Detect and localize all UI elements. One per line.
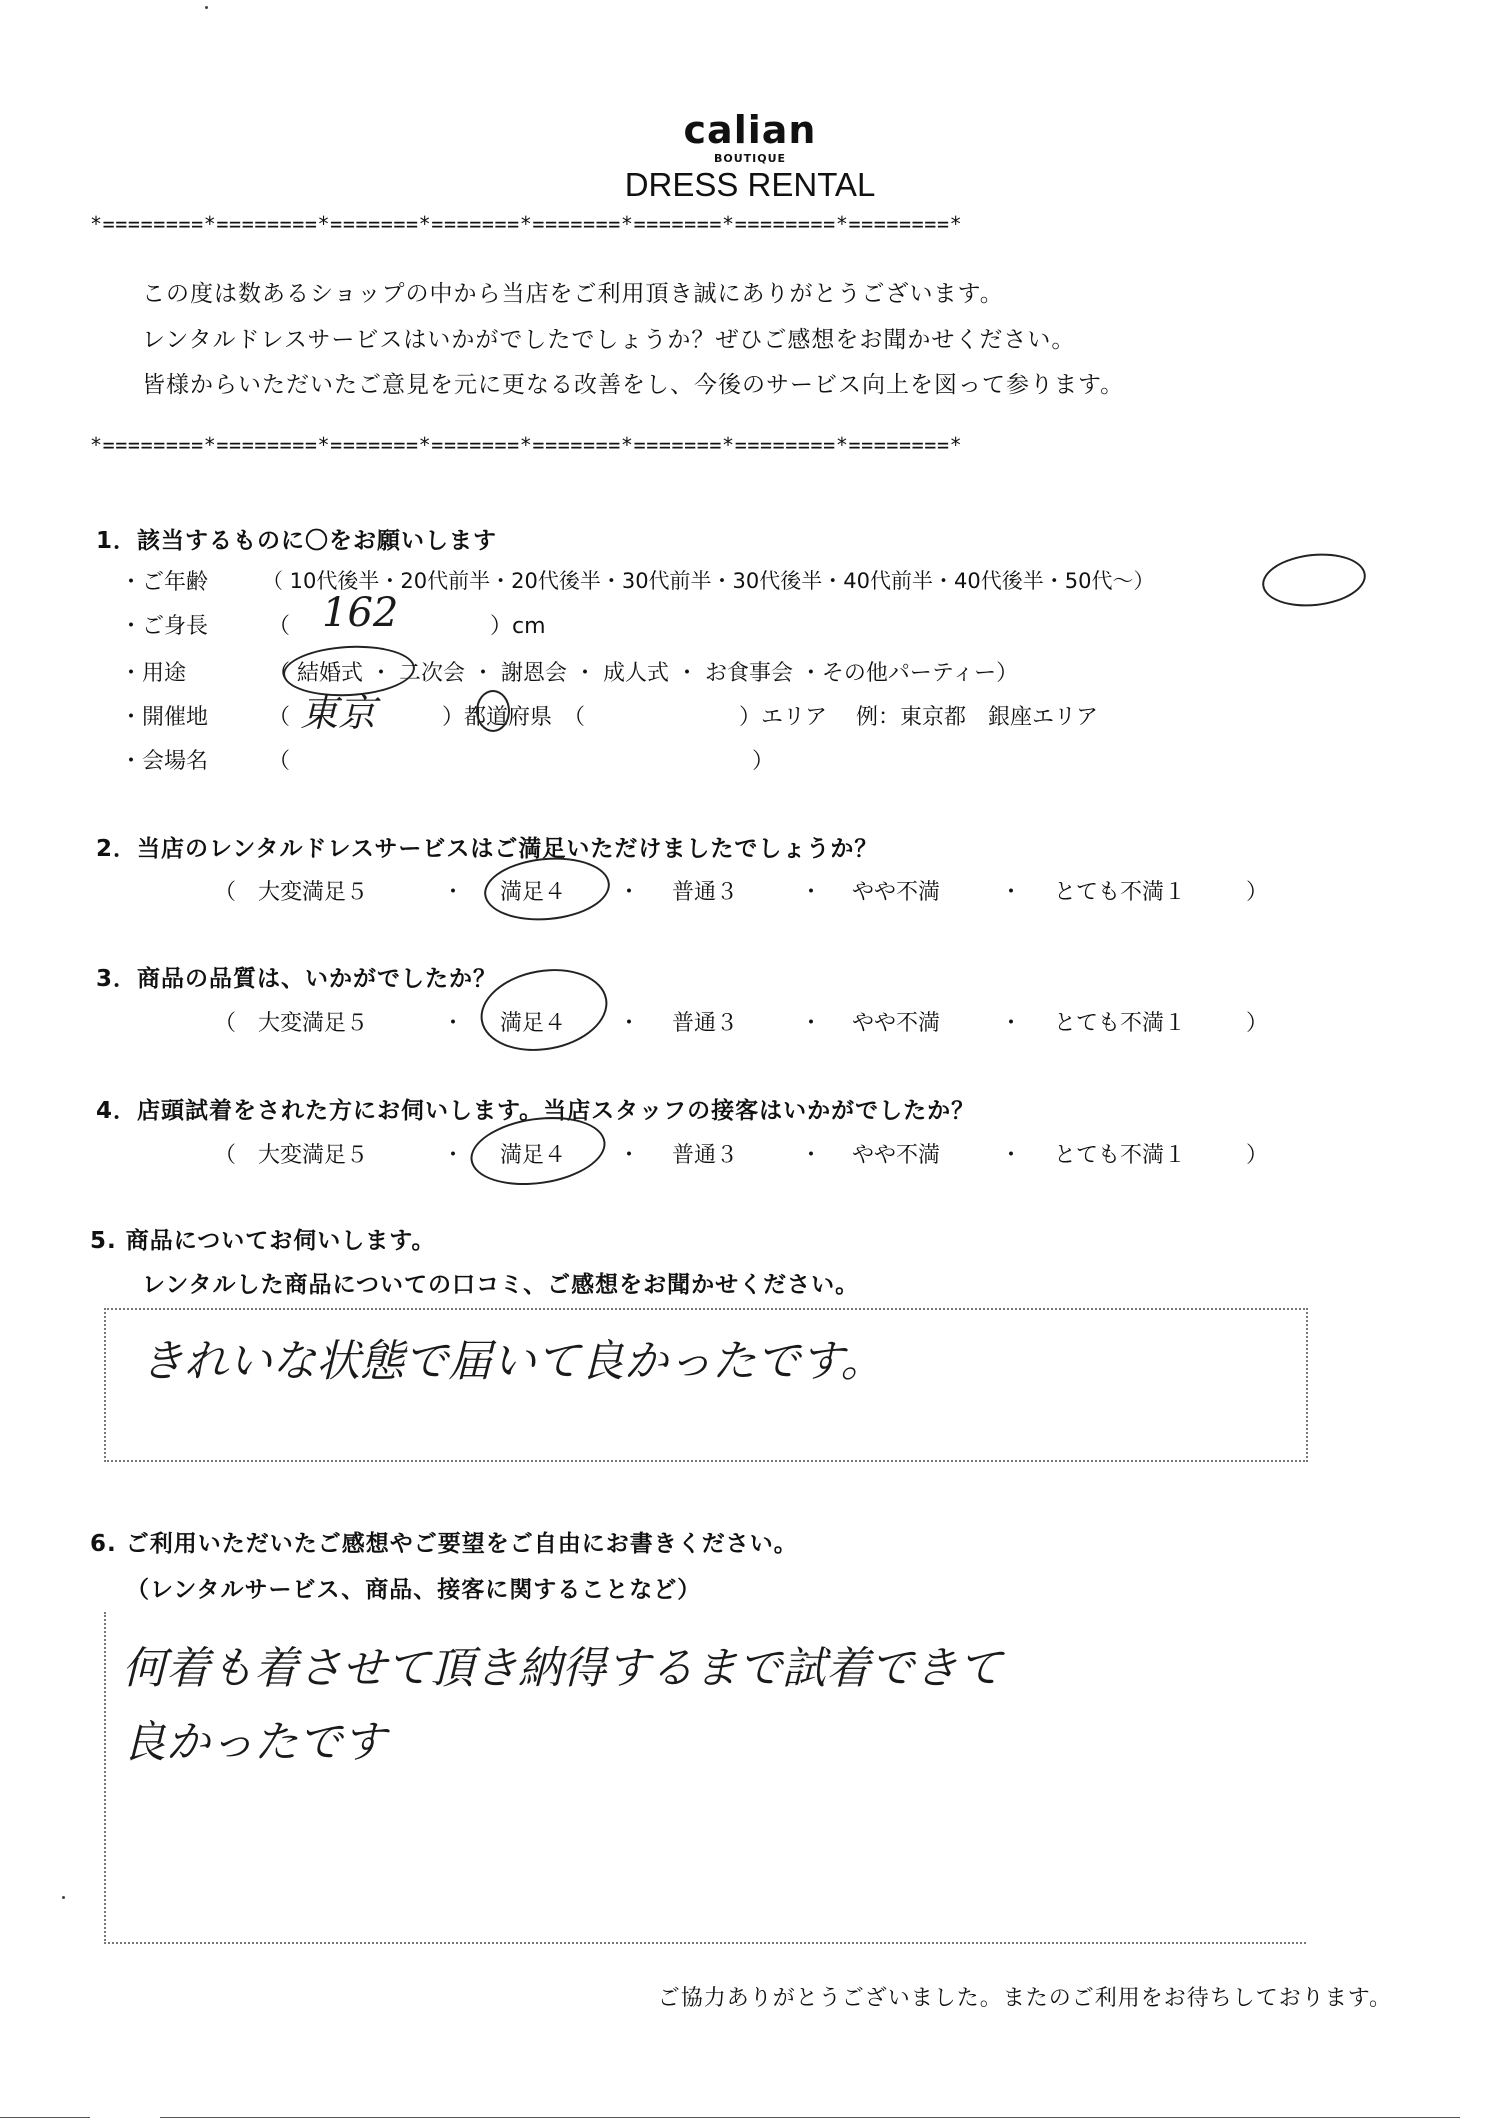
q2-option-4: 満足４ <box>500 880 567 905</box>
q4-open: （ <box>214 1143 237 1168</box>
q3-option-1: とても不満１ <box>1054 1011 1187 1036</box>
q3-close: ） <box>1246 1011 1269 1036</box>
q6-title: 6. ご利用いただいたご感想やご要望をご自由にお書きください。 <box>90 1531 798 1557</box>
age-selected-circle <box>1260 549 1369 612</box>
q2-option-5: 大変満足５ <box>258 880 369 905</box>
intro-line-2: レンタルドレスサービスはいかがでしたでしょうか？ぜひご感想をお聞かせください。 <box>142 327 1076 353</box>
q2-option-3: 普通３ <box>672 880 739 905</box>
scan-speck <box>205 6 208 9</box>
q3-option-5: 大変満足５ <box>258 1011 369 1036</box>
q2-option-1: とても不満１ <box>1054 880 1187 905</box>
q4-option-4: 満足４ <box>500 1143 567 1168</box>
intro-line-1: この度は数あるショップの中から当店をご利用頂き誠にありがとうございます。 <box>142 281 1004 307</box>
brand-logo-sub: BOUTIQUE <box>713 152 787 165</box>
age-label: ・ご年齢 <box>120 570 209 595</box>
height-label: ・ご身長 <box>120 614 209 639</box>
divider-top: *========*========*=======*=======*=======*=======*========*========* <box>90 212 963 236</box>
q2-sep: ・ <box>442 880 465 905</box>
page-title: DRESS RENTAL <box>624 166 876 203</box>
q2-sep: ・ <box>800 880 823 905</box>
q2-sep: ・ <box>1000 880 1023 905</box>
height-unit: ）cm <box>490 614 546 639</box>
q2-selected-circle <box>482 853 613 926</box>
venue-area-open: （ <box>268 705 291 730</box>
venue-name-field: （ ） <box>268 749 775 774</box>
q2-title: 2．当店のレンタルドレスサービスはご満足いただけましたでしょうか？ <box>96 836 879 862</box>
q3-option-3: 普通３ <box>672 1011 739 1036</box>
footer-thanks: ご協力ありがとうございました。またのご利用をお待ちしております。 <box>657 1986 1392 2011</box>
age-options: （ 10代後半・20代前半・20代後半・30代前半・30代後半・40代前半・40代後半・50代～） <box>262 569 1155 593</box>
q3-sep: ・ <box>1000 1011 1023 1036</box>
q6-answer-handwritten-line-2: 良かったです <box>122 1717 386 1768</box>
q2-open: （ <box>214 880 237 905</box>
q3-sep: ・ <box>800 1011 823 1036</box>
q4-sep: ・ <box>1000 1143 1023 1168</box>
venue-area-handwritten: 東京 <box>300 691 377 735</box>
q5-answer-handwritten: きれいな状態で届いて良かったです。 <box>140 1336 885 1387</box>
venue-area-fields: ）都道府県 （ ）エリア 例：東京都 銀座エリア <box>442 705 1098 730</box>
height-open: （ <box>268 614 291 639</box>
venue-name-label: ・会場名 <box>120 749 209 774</box>
q4-sep: ・ <box>442 1143 465 1168</box>
q3-option-2: やや不満 <box>852 1011 941 1036</box>
scan-speck <box>62 1896 65 1899</box>
q6-subtitle: （レンタルサービス、商品、接客に関することなど） <box>126 1577 702 1603</box>
q4-option-1: とても不満１ <box>1054 1143 1187 1168</box>
q3-sep: ・ <box>618 1011 641 1036</box>
q4-option-2: やや不満 <box>852 1143 941 1168</box>
brand-logo-name: calian <box>683 108 817 152</box>
q5-subtitle: レンタルした商品についての口コミ、ご感想をお聞かせください。 <box>142 1272 860 1298</box>
venue-area-label: ・開催地 <box>120 705 209 730</box>
purpose-options: （ 結婚式 ・ 二次会 ・ 謝恩会 ・ 成人式 ・ お食事会 ・その他パーティー） <box>268 661 1019 686</box>
q1-title: 1．該当するものに〇をお願いします <box>96 528 498 554</box>
height-value-handwritten: 162 <box>322 590 399 636</box>
divider-bottom: *========*========*=======*=======*=======*=======*========*========* <box>90 433 963 457</box>
q4-option-3: 普通３ <box>672 1143 739 1168</box>
q4-title: 4．店頭試着をされた方にお伺いします。当店スタッフの接客はいかがでしたか？ <box>96 1098 976 1124</box>
q3-open: （ <box>214 1011 237 1036</box>
scan-edge-mark <box>0 2117 90 2118</box>
q2-sep: ・ <box>618 880 641 905</box>
q5-title: 5. 商品についてお伺いします。 <box>90 1228 436 1254</box>
q2-option-2: やや不満 <box>852 880 941 905</box>
q3-sep: ・ <box>442 1011 465 1036</box>
q2-close: ） <box>1246 880 1269 905</box>
q3-title: 3．商品の品質は、いかがでしたか？ <box>96 966 498 992</box>
q4-option-5: 大変満足５ <box>258 1143 369 1168</box>
intro-line-3: 皆様からいただいたご意見を元に更なる改善をし、今後のサービス向上を図って参ります。 <box>142 372 1125 398</box>
q3-option-4: 満足４ <box>500 1011 567 1036</box>
q4-sep: ・ <box>800 1143 823 1168</box>
purpose-label: ・用途 <box>120 661 187 686</box>
scan-edge-line <box>160 2117 1460 2118</box>
prefecture-selected-circle <box>476 690 510 732</box>
q4-sep: ・ <box>618 1143 641 1168</box>
q6-answer-handwritten-line-1: 何着も着させて頂き納得するまで試着できて <box>122 1643 1002 1694</box>
q4-close: ） <box>1246 1143 1269 1168</box>
